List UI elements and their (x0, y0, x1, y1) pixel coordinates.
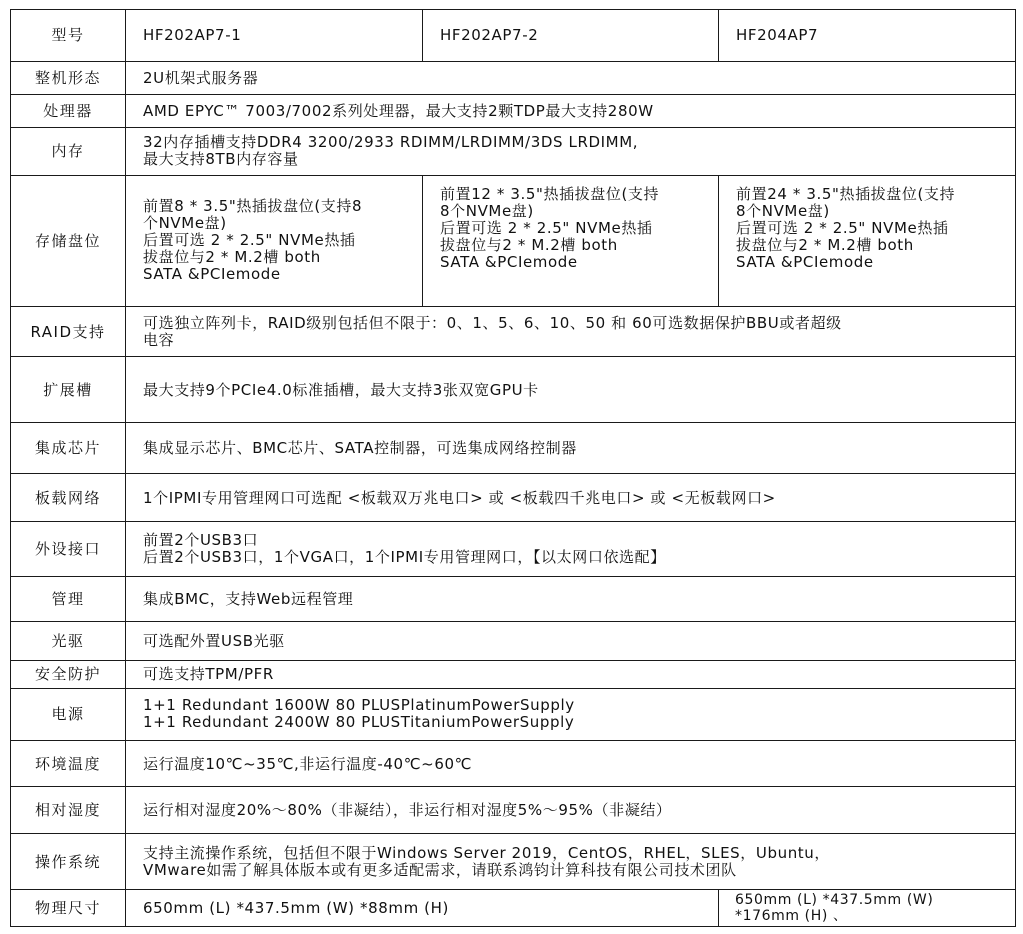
row-form-factor (11, 61, 1016, 94)
model-hf202ap7-2: HF202AP7-2 (423, 10, 719, 62)
spec-table (10, 9, 1016, 927)
chipset-label: 集成芯片 (11, 422, 126, 474)
model-label: 型号 (11, 10, 126, 62)
row-memory (11, 128, 1016, 175)
model-hf204ap7: HF204AP7 (719, 10, 1016, 62)
row-raid (11, 306, 1016, 356)
temperature-label: 环境温度 (11, 741, 126, 787)
dimensions-value-2u: 650mm (L) *437.5mm (W) *88mm (H) (126, 890, 719, 927)
row-temperature (11, 741, 1016, 787)
expansion-label: 扩展槽 (11, 357, 126, 423)
os-value: 支持主流操作系统，包括但不限于Windows Server 2019，CentOS，RHEL，SLES，Ubuntu， VMware如需了解具体版本或有更多适配需求，请联系鸿钧计算科技有限公司技术团队 (126, 833, 1016, 890)
storage-value-hf202ap7-1: 前置8 * 3.5"热插拔盘位(支持8 个NVMe盘) 后置可选 2 * 2.5" NVMe热插 拔盘位与2 * M.2槽 both SATA &PCIemode (126, 175, 423, 306)
dimensions-value-4u: 650mm (L) *437.5mm (W) *176mm (H) 、 (719, 890, 1016, 927)
row-security (11, 661, 1016, 688)
management-label: 管理 (11, 577, 126, 621)
humidity-label: 相对湿度 (11, 787, 126, 833)
humidity-value: 运行相对湿度20%～80%（非凝结），非运行相对湿度5%～95%（非凝结） (126, 787, 1016, 833)
row-io (11, 521, 1016, 577)
chipset-value: 集成显示芯片、BMC芯片、SATA控制器，可选集成网络控制器 (126, 422, 1016, 474)
management-value: 集成BMC，支持Web远程管理 (126, 577, 1016, 621)
storage-value-hf204ap7: 前置24 * 3.5"热插拔盘位(支持 8个NVMe盘) 后置可选 2 * 2.5" NVMe热插 拔盘位与2 * M.2槽 both SATA &PCIemode (719, 175, 1016, 306)
temperature-value: 运行温度10℃~35℃,非运行温度-40℃~60℃ (126, 741, 1016, 787)
row-optical (11, 621, 1016, 660)
cpu-label: 处理器 (11, 94, 126, 127)
row-cpu (11, 94, 1016, 127)
io-label: 外设接口 (11, 521, 126, 577)
model-hf202ap7-1: HF202AP7-1 (126, 10, 423, 62)
security-value: 可选支持TPM/PFR (126, 661, 1016, 688)
row-storage (11, 175, 1016, 306)
dimensions-label: 物理尺寸 (11, 890, 126, 927)
row-humidity (11, 787, 1016, 833)
row-dimensions (11, 890, 1016, 927)
raid-value: 可选独立阵列卡，RAID级别包括但不限于：0、1、5、6、10、50 和 60可选数据保护BBU或者超级 电容 (126, 306, 1016, 356)
optical-label: 光驱 (11, 621, 126, 660)
row-expansion (11, 357, 1016, 423)
cpu-value: AMD EPYC™ 7003/7002系列处理器，最大支持2颗TDP最大支持280W (126, 94, 1016, 127)
row-management (11, 577, 1016, 621)
row-network (11, 474, 1016, 521)
storage-value-hf202ap7-2: 前置12 * 3.5"热插拔盘位(支持 8个NVMe盘) 后置可选 2 * 2.5" NVMe热插 拔盘位与2 * M.2槽 both SATA &PCIemode (423, 175, 719, 306)
expansion-value: 最大支持9个PCIe4.0标准插槽，最大支持3张双宽GPU卡 (126, 357, 1016, 423)
memory-value: 32内存插槽支持DDR4 3200/2933 RDIMM/LRDIMM/3DS LRDIMM, 最大支持8TB内存容量 (126, 128, 1016, 175)
memory-label: 内存 (11, 128, 126, 175)
row-os (11, 833, 1016, 890)
network-label: 板载网络 (11, 474, 126, 521)
form-value: 2U机架式服务器 (126, 61, 1016, 94)
form-label: 整机形态 (11, 61, 126, 94)
raid-label: RAID支持 (11, 306, 126, 356)
row-power (11, 688, 1016, 741)
storage-label: 存储盘位 (11, 175, 126, 306)
row-chipset (11, 422, 1016, 474)
row-model (11, 10, 1016, 62)
optical-value: 可选配外置USB光驱 (126, 621, 1016, 660)
os-label: 操作系统 (11, 833, 126, 890)
power-value: 1+1 Redundant 1600W 80 PLUSPlatinumPowerSupply 1+1 Redundant 2400W 80 PLUSTitaniumPowerSupply (126, 688, 1016, 741)
power-label: 电源 (11, 688, 126, 741)
network-value: 1个IPMI专用管理网口可选配 <板载双万兆电口> 或 <板载四千兆电口> 或 <无板载网口> (126, 474, 1016, 521)
io-value: 前置2个USB3口 后置2个USB3口，1个VGA口，1个IPMI专用管理网口，【以太网口依选配】 (126, 521, 1016, 577)
security-label: 安全防护 (11, 661, 126, 688)
